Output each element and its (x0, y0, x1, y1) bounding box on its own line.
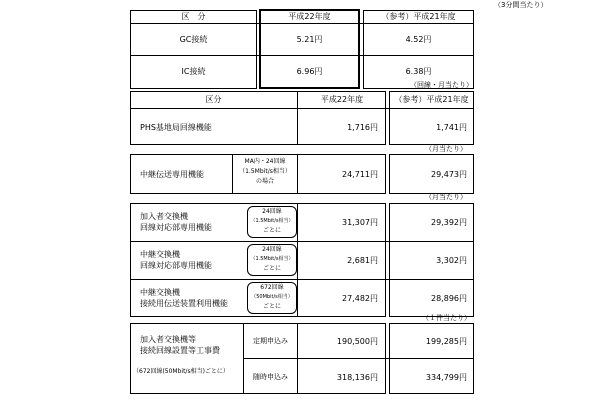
table4-row1-label-line1: 加入者交換機 (140, 212, 188, 221)
table5-row1-kind: 定期申込み (253, 337, 288, 345)
table4-row2-fy21: 3,302円 (436, 256, 467, 265)
table1-unit: （3分間当たり） (494, 1, 548, 9)
table1-head-fy22: 平成22年度 (288, 12, 331, 21)
table5-row2-fy22: 318,136円 (336, 373, 378, 382)
table1-head-fy21: （参考）平成21年度 (381, 12, 456, 21)
table5-label-line2: 接続回線設置等工事費 (140, 346, 220, 355)
table4-row1-label-line2: 回線対応部専用機能 (140, 223, 212, 232)
table2-row-label: PHS基地局回線機能 (140, 123, 212, 132)
table3-fy21: 29,473円 (431, 170, 467, 179)
table2-row-fy21: 1,741円 (436, 123, 467, 132)
table4-row1-fy21: 29,392円 (431, 218, 467, 227)
table5-sub-note: （672回線(50Mbit/s相当)ごとに） (133, 368, 229, 375)
table1-head-category: 区 分 (181, 12, 206, 21)
table5-row1-fy22: 190,500円 (336, 337, 378, 346)
table4-row1-fy22: 31,307円 (342, 218, 378, 227)
table5-unit: （１件当たり） (422, 314, 471, 322)
table1-mid-box (259, 9, 360, 89)
table4-row2-cond-line3: ごとに (262, 265, 281, 272)
table2-unit: （回線・月当たり） (410, 81, 473, 89)
table1-row-label: GC接続 (179, 35, 208, 44)
table1-left-box (130, 10, 257, 89)
table3-unit: （月当たり） (425, 145, 467, 153)
table1-row-fy22: 6.96円 (296, 67, 323, 76)
table1-right-box (363, 10, 474, 89)
table4-unit: （月当たり） (425, 193, 467, 201)
table4-row1-cond-line1: 24回線 (262, 208, 282, 215)
table3-cond-line3: の場合 (255, 178, 274, 185)
table3-cond-line1: MA内・24回線 (244, 158, 286, 165)
table4-row3-fy21: 28,896円 (431, 294, 467, 303)
table1-row-fy21: 6.38円 (405, 67, 432, 76)
table4-row2-fy22: 2,681円 (347, 256, 378, 265)
table3-label: 中継伝送専用機能 (140, 170, 204, 179)
table5-row2-kind: 随時申込み (253, 373, 288, 381)
table5-row2-fy21: 334,799円 (425, 373, 467, 382)
table2-row-fy22: 1,716円 (347, 123, 378, 132)
table4-row3-label-line2: 接続用伝送装置利用機能 (140, 299, 228, 308)
table4-row1-cond-line3: ごとに (262, 227, 281, 234)
table4-row1-cond-line2: （1.5Mbit/s相当） (250, 218, 294, 224)
table3-cond-line2: （1.5Mbit/s相当） (239, 168, 291, 175)
table5-label-line1: 加入者交換機等 (140, 335, 196, 344)
table4-row2-cond-line2: （1.5Mbit/s相当） (250, 256, 294, 262)
table1-row-fy22: 5.21円 (296, 35, 323, 44)
table1-row-fy21: 4.52円 (405, 35, 432, 44)
table4-row3-label-line1: 中継交換機 (140, 288, 180, 297)
table4-row3-cond-line3: ごとに (262, 303, 281, 310)
table4-row3-cond-line2: （50Mbit/s相当） (251, 294, 293, 300)
table1-row-label: IC接続 (181, 67, 206, 76)
table4-row2-label-line2: 回線対応部専用機能 (140, 261, 212, 270)
table2-head-fy22: 平成22年度 (320, 95, 364, 104)
table4-row2-cond-line1: 24回線 (262, 246, 282, 253)
table2-head-category: 区分 (205, 95, 222, 104)
table4-row3-cond-line1: 672回線 (260, 284, 284, 291)
table4-row3-fy22: 27,482円 (342, 294, 378, 303)
table4-row2-label-line1: 中継交換機 (140, 250, 180, 259)
table5-row1-fy21: 199,285円 (425, 337, 467, 346)
table3-fy22: 24,711円 (342, 170, 378, 179)
table2-head-fy21: （参考）平成21年度 (394, 95, 469, 104)
